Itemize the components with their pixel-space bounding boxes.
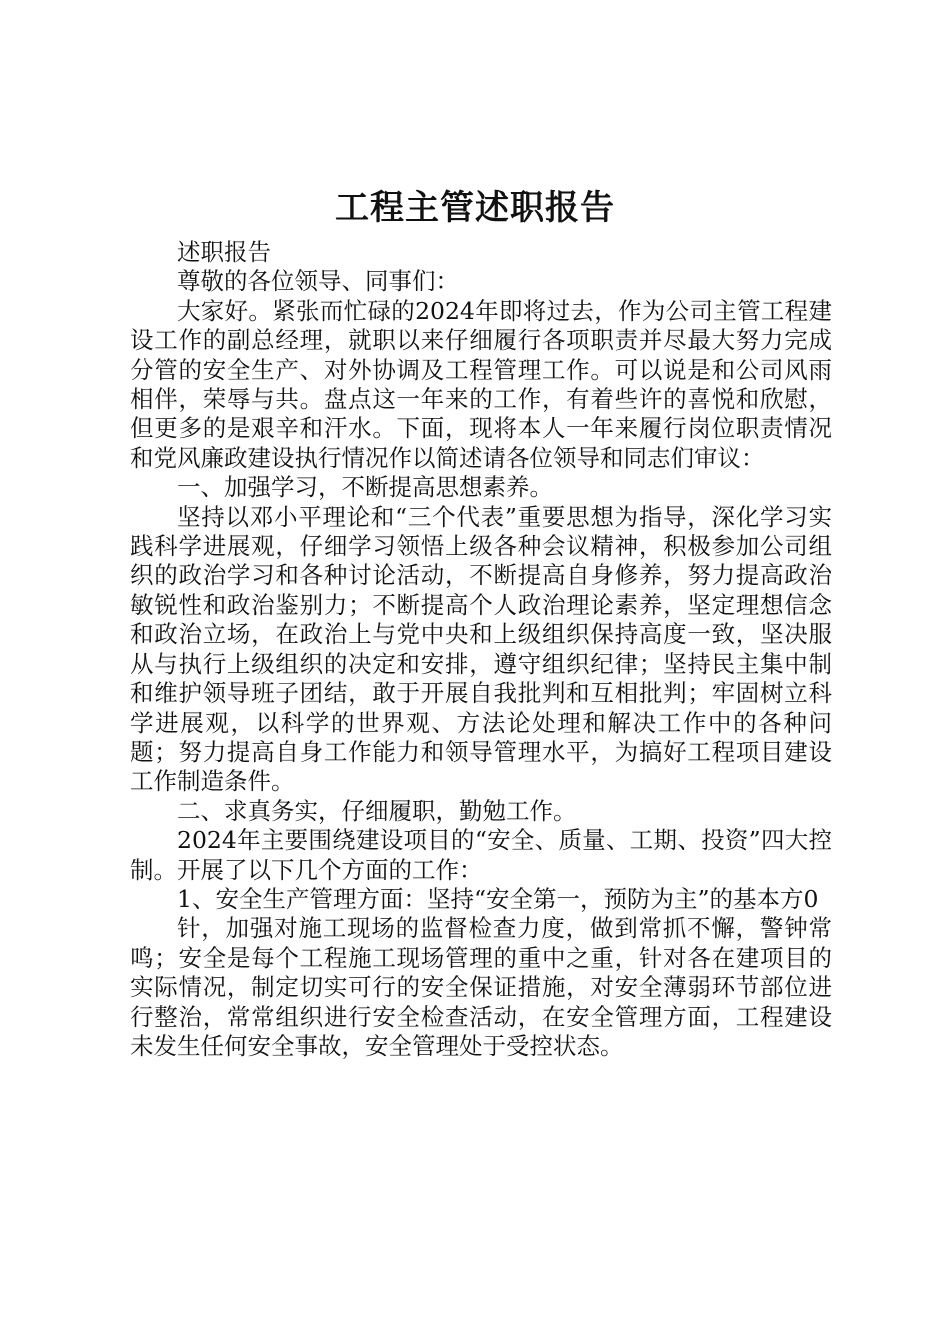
paragraph-heading-label: 述职报告 [177,238,271,266]
paragraph-salutation: 尊敬的各位领导、同事们： [177,267,459,296]
document-body [130,238,832,1061]
document-title: 工程主管述职报告 [335,188,615,228]
paragraph-study: 坚持以邓小平理论和“三个代表”重要思想为指导，深化学习实践科学进展观，仔细学习领悟上级各种会议精神，积极参加公司组织的政治学习和各种讨论活动，不断提高自身修养，努力提高政治敏锐性和政治鉴别力；不断提高个人政治理论素养，坚定理想信念和政治立场，在政治上与党中央和上级组织保持高度一致，坚决服从与执行上级组织的决定和安排，遵守组织纪律；坚持民主集中制和维护领导班子团结，敢于开展自我批判和互相批判；牢固树立科学进展观，以科学的世界观、方法论处理和解决工作中的各种问题；努力提高自身工作能力和领导管理水平，为搞好工程项目建设工作制造条件。 [130,502,832,796]
paragraph-safety-heading: 1、安全生产管理方面：坚持“安全第一，预防为主”的基本方0 [177,884,819,913]
paragraph-controls: 2024年主要围绕建设项目的“安全、质量、工期、投资”四大控制。开展了以下几个方面的工作： [130,826,832,884]
paragraph-intro: 大家好。紧张而忙碌的2024年即将过去，作为公司主管工程建设工作的副总经理，就职以来仔细履行各项职责并尽最大努力完成分管的安全生产、对外协调及工程管理工作。可以说是和公司风雨相伴，荣辱与共。盘点这一年来的工作，有着些许的喜悦和欣慰，但更多的是艰辛和汗水。下面，现将本人一年来履行岗位职责情况和党风廉政建设执行情况作以简述请各位领导和同志们审议： [130,296,832,472]
section-heading-2: 二、求真务实，仔细履职，勤勉工作。 [177,796,577,825]
paragraph-safety-detail: 针，加强对施工现场的监督检查力度，做到常抓不懈，警钟常鸣；安全是每个工程施工现场管理的重中之重，针对各在建项目的实际情况，制定切实可行的安全保证措施，对安全薄弱环节部位进行整治，常常组织进行安全检查活动，在安全管理方面，工程建设未发生任何安全事故，安全管理处于受控状态。 [130,914,832,1060]
section-heading-1: 一、加强学习，不断提高思想素养。 [177,473,553,502]
